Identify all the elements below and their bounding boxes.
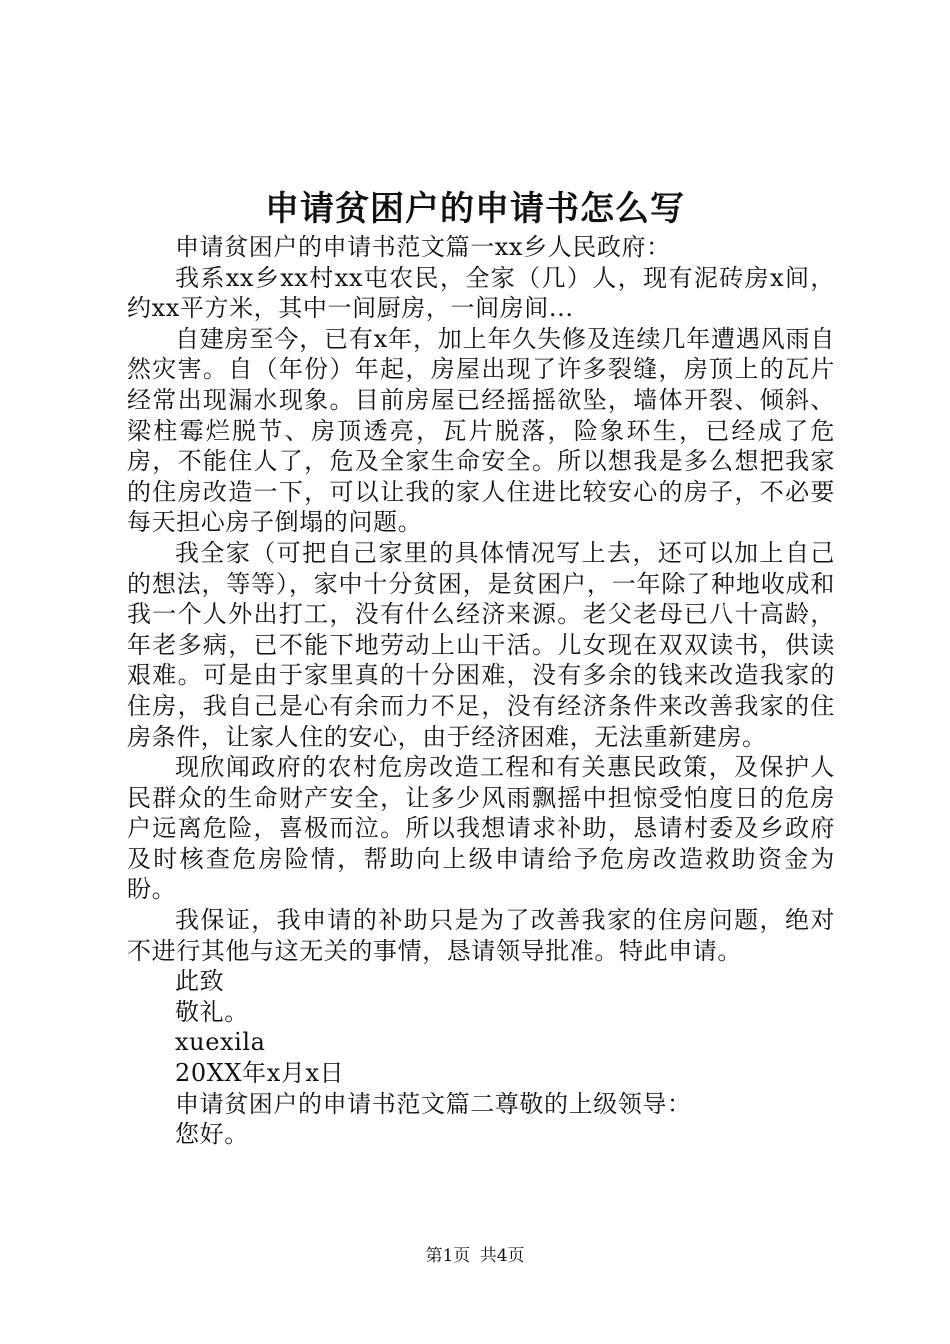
paragraph-house-condition: 自建房至今，已有x年，加上年久失修及连续几年遭遇风雨自然灾害。自（年份）年起，房屋出现了许多裂缝，房顶上的瓦片经常出现漏水现象。目前房屋已经摇摇欲坠，墙体开裂、倾斜、梁柱霉烂脱节、房顶透亮，瓦片脱落，险象环生，已经成了危房，不能住人了，危及全家生命安全。所以想我是多么想把我家的住房改造一下，可以让我的家人住进比较安心的房子，不必要每天担心房子倒塌的问题。 — [127, 324, 835, 537]
second-sample-heading: 申请贫困户的申请书范文篇二尊敬的上级领导： — [175, 1089, 692, 1118]
document-body — [127, 232, 835, 1150]
page-footer — [0, 1245, 950, 1267]
document-title: 申请贫困户的申请书怎么写 — [265, 189, 685, 229]
page-number: 第1页 — [425, 1246, 471, 1266]
paragraph-intro: 申请贫困户的申请书范文篇一xx乡人民政府： — [175, 233, 671, 261]
paragraph-household: 我系xx乡xx村xx屯农民，全家（几）人，现有泥砖房x间，约xx平方米，其中一间厨房，一间房间... — [127, 263, 835, 323]
paragraph-policy-request: 现欣闻政府的农村危房改造工程和有关惠民政策，及保护人民群众的生命财产安全，让多少风雨飘摇中担惊受怕度日的危房户远离危险，喜极而泣。所以我想请求补助，恳请村委及乡政府及时核查危房险情，帮助向上级申请给予危房改造救助资金为盼。 — [127, 753, 835, 904]
signature-date: 20XX年x月x日 — [175, 1059, 345, 1088]
second-sample-greeting: 您好。 — [175, 1120, 249, 1149]
closing-salutation: 此致 — [175, 967, 225, 996]
signature-name: xuexila — [175, 1028, 266, 1057]
paragraph-pledge: 我保证，我申请的补助只是为了改善我家的住房问题，绝对不进行其他与这无关的事情，恳请领导批准。特此申请。 — [127, 906, 835, 965]
page-total: 共4页 — [479, 1246, 525, 1266]
closing-regards: 敬礼。 — [175, 997, 249, 1026]
paragraph-family-situation: 我全家（可把自己家里的具体情况写上去，还可以加上自己的想法，等等），家中十分贫困，是贫困户，一年除了种地收成和我一个人外出打工，没有什么经济来源。老父老母已八十高龄，年老多病，已不能下地劳动上山干活。儿女现在双双读书，供读艰难。可是由于家里真的十分困难，没有多余的钱来改造我家的住房，我自己是心有余而力不足，没有经济条件来改善我家的住房条件，让家人住的安心，由于经济困难，无法重新建房。 — [127, 538, 835, 751]
